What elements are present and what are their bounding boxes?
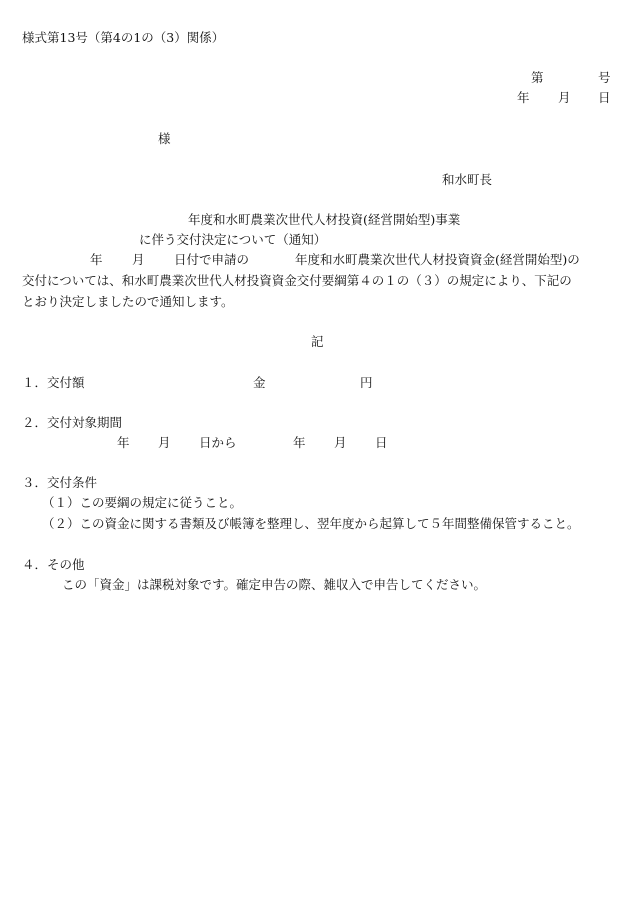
addressee-sama: 様 (158, 131, 171, 146)
sender-title: 和水町長 (442, 172, 493, 187)
body-line2: 交付については、和水町農業次世代人材投資資金交付要綱第４の１の（３）の規定により、下記の (22, 273, 572, 288)
body-line1-tail: 年度和水町農業次世代人材投資資金(経営開始型)の (295, 252, 580, 267)
item1-label: １．交付額 (22, 375, 85, 390)
doc-number-dai: 第 (531, 70, 544, 85)
item3-label: ３．交付条件 (22, 475, 98, 490)
doc-date-day: 日 (598, 90, 611, 105)
item3-condition-1: （１）この要綱の規定に従うこと。 (42, 495, 243, 510)
doc-number-go: 号 (598, 70, 611, 85)
ki-heading: 記 (311, 334, 324, 349)
body-line3: とおり決定しましたので通知します。 (22, 294, 234, 309)
item1-kin: 金 (253, 375, 266, 390)
item2-from-day: 日から (199, 435, 237, 450)
item2-label: ２．交付対象期間 (22, 415, 123, 430)
item2-to-month: 月 (334, 435, 347, 450)
form-number: 様式第13号（第4の1の（3）関係） (22, 30, 225, 45)
body-line1-year: 年 (90, 252, 103, 267)
item4-label: ４．その他 (22, 557, 85, 572)
item2-to-day: 日 (375, 435, 388, 450)
item4-note: この「資金」は課税対象です。確定申告の際、雑収入で申告してください。 (62, 577, 487, 592)
item2-from-month: 月 (158, 435, 171, 450)
item3-condition-2: （２）この資金に関する書類及び帳簿を整理し、翌年度から起算して５年間整備保管すること。 (42, 516, 580, 531)
item2-to-year: 年 (293, 435, 306, 450)
subject-line2: に伴う交付決定について（通知） (139, 232, 327, 247)
body-line1-rest: 日付で申請の (174, 252, 250, 267)
subject-line1: 年度和水町農業次世代人材投資(経営開始型)事業 (188, 212, 461, 227)
item2-from-year: 年 (117, 435, 130, 450)
doc-date-year: 年 (517, 90, 530, 105)
item1-yen: 円 (360, 375, 373, 390)
body-line1-month: 月 (132, 252, 145, 267)
doc-date-month: 月 (558, 90, 571, 105)
